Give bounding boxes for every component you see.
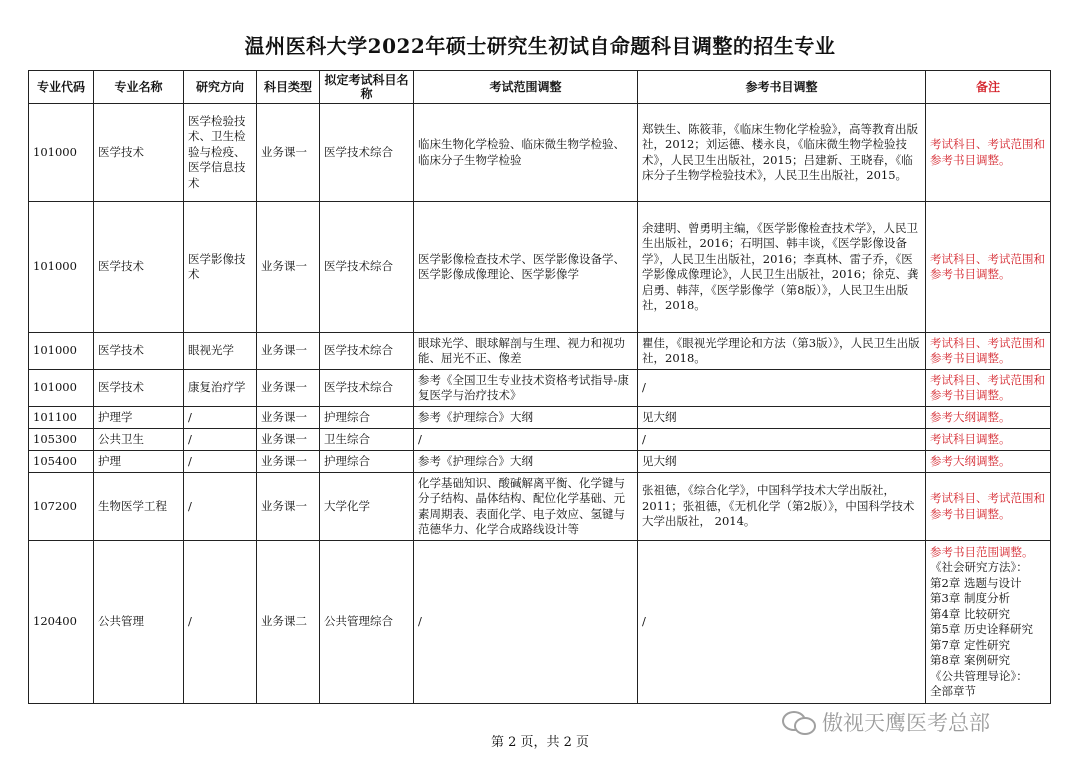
cell-name: 公共卫生 [94, 429, 184, 451]
cell-type: 业务课一 [257, 333, 320, 370]
cell-code: 101000 [29, 370, 94, 407]
cell-scope: 参考《护理综合》大纲 [414, 407, 638, 429]
cell-code: 101000 [29, 202, 94, 333]
cell-subject: 公共管理综合 [320, 541, 414, 704]
cell-direction: / [184, 407, 257, 429]
cell-books: / [638, 541, 926, 704]
header-books: 参考书目调整 [638, 71, 926, 104]
cell-remark: 考试科目、考试范围和参考书目调整。 [926, 370, 1051, 407]
cell-remark: 参考大纲调整。 [926, 451, 1051, 473]
cell-remark [926, 541, 1051, 704]
cell-type: 业务课一 [257, 202, 320, 333]
cell-books: 瞿佳，《眼视光学理论和方法（第3版）》，人民卫生出版社，2018。 [638, 333, 926, 370]
wechat-icon [782, 709, 816, 735]
cell-scope: 临床生物化学检验、临床微生物学检验、临床分子生物学检验 [414, 104, 638, 202]
cell-direction: 康复治疗学 [184, 370, 257, 407]
adjustment-table [28, 70, 1051, 704]
cell-scope: / [414, 541, 638, 704]
remark-line: 全部章节 [930, 684, 976, 698]
remark-line: 《社会研究方法》： [930, 560, 1028, 574]
cell-code: 105300 [29, 429, 94, 451]
cell-name: 医学技术 [94, 370, 184, 407]
cell-code: 101000 [29, 333, 94, 370]
remark-line: 《公共管理导论》： [930, 668, 1028, 683]
cell-name: 医学技术 [94, 333, 184, 370]
remark-red-line: 参考书目范围调整。 [930, 544, 1034, 559]
table-row [29, 370, 1051, 407]
cell-code: 101000 [29, 104, 94, 202]
cell-type: 业务课一 [257, 429, 320, 451]
table-row [29, 429, 1051, 451]
cell-name: 医学技术 [94, 104, 184, 202]
cell-code: 107200 [29, 473, 94, 541]
remark-line: 第5章 历史诠释研究 [930, 622, 1033, 636]
remark-line: 第7章 定性研究 [930, 637, 1010, 652]
cell-type: 业务课一 [257, 407, 320, 429]
cell-type: 业务课一 [257, 451, 320, 473]
cell-type: 业务课一 [257, 104, 320, 202]
cell-direction: / [184, 473, 257, 541]
remark-line: 第3章 制度分析 [930, 591, 1010, 605]
cell-scope: 参考《护理综合》大纲 [414, 451, 638, 473]
remark-line: 第4章 比较研究 [930, 606, 1010, 621]
cell-remark: 考试科目、考试范围和参考书目调整。 [926, 104, 1051, 202]
cell-code: 120400 [29, 541, 94, 704]
cell-type: 业务课一 [257, 370, 320, 407]
table-row [29, 202, 1051, 333]
cell-type: 业务课二 [257, 541, 320, 704]
document-title: 温州医科大学2022年硕士研究生初试自命题科目调整的招生专业 [244, 34, 836, 58]
header-row [29, 71, 1051, 104]
table-row [29, 451, 1051, 473]
cell-scope: / [414, 429, 638, 451]
header-name: 专业名称 [94, 71, 184, 104]
cell-books: / [638, 370, 926, 407]
cell-direction: / [184, 541, 257, 704]
cell-subject: 医学技术综合 [320, 202, 414, 333]
remark-line: 第8章 案例研究 [930, 653, 1010, 667]
table-row [29, 541, 1051, 704]
cell-remark: 考试科目、考试范围和参考书目调整。 [926, 202, 1051, 333]
table-row [29, 473, 1051, 541]
cell-name: 生物医学工程 [94, 473, 184, 541]
cell-remark: 考试科目、考试范围和参考书目调整。 [926, 333, 1051, 370]
cell-subject: 卫生综合 [320, 429, 414, 451]
cell-name: 护理学 [94, 407, 184, 429]
cell-books: 见大纲 [638, 451, 926, 473]
watermark [782, 707, 990, 737]
cell-subject: 医学技术综合 [320, 370, 414, 407]
cell-name: 医学技术 [94, 202, 184, 333]
header-subject: 拟定考试科目名称 [320, 71, 414, 104]
cell-books: / [638, 429, 926, 451]
cell-subject: 医学技术综合 [320, 333, 414, 370]
cell-scope: 参考《全国卫生专业技术资格考试指导-康复医学与治疗技术》 [414, 370, 638, 407]
page-footer: 第 2 页，共 2 页 [490, 735, 590, 750]
cell-remark: 考试科目调整。 [926, 429, 1051, 451]
cell-subject: 医学技术综合 [320, 104, 414, 202]
cell-code: 101100 [29, 407, 94, 429]
cell-scope: 医学影像检查技术学、医学影像设备学、医学影像成像理论、医学影像学 [414, 202, 638, 333]
cell-scope: 化学基础知识、酸碱解离平衡、化学键与分子结构、晶体结构、配位化学基础、元素周期表、表面化学、电子效应、氢键与范德华力、化学合成路线设计等 [414, 473, 638, 541]
cell-type: 业务课一 [257, 473, 320, 541]
cell-subject: 大学化学 [320, 473, 414, 541]
cell-direction: 医学影像技术 [184, 202, 257, 333]
cell-code: 105400 [29, 451, 94, 473]
header-code: 专业代码 [29, 71, 94, 104]
table-row [29, 407, 1051, 429]
header-scope: 考试范围调整 [414, 71, 638, 104]
cell-books: 郑铁生、陈筱菲，《临床生物化学检验》，高等教育出版社，2012；刘运德、楼永良，《临床微生物学检验技术》，人民卫生出版社，2015；吕建新、王晓春，《临床分子生物学检验技术》，人民卫生出版社，2015。 [638, 104, 926, 202]
cell-subject: 护理综合 [320, 407, 414, 429]
cell-name: 护理 [94, 451, 184, 473]
cell-direction: / [184, 451, 257, 473]
watermark-text: 傲视天鹰医考总部 [822, 711, 990, 735]
table-row [29, 333, 1051, 370]
cell-remark: 考试科目、考试范围和参考书目调整。 [926, 473, 1051, 541]
cell-subject: 护理综合 [320, 451, 414, 473]
cell-name: 公共管理 [94, 541, 184, 704]
header-type: 科目类型 [257, 71, 320, 104]
table-row [29, 104, 1051, 202]
cell-direction: / [184, 429, 257, 451]
cell-books: 见大纲 [638, 407, 926, 429]
cell-books: 张祖德，《综合化学》，中国科学技术大学出版社，2011；张祖德，《无机化学（第2版）》，中国科学技术大学出版社， 2014。 [638, 473, 926, 541]
cell-scope: 眼球光学、眼球解剖与生理、视力和视功能、屈光不正、像差 [414, 333, 638, 370]
cell-direction: 眼视光学 [184, 333, 257, 370]
header-remark: 备注 [926, 71, 1051, 104]
cell-books: 余建明、曾勇明主编，《医学影像检查技术学》，人民卫生出版社，2016；石明国、韩丰谈，《医学影像设备学》，人民卫生出版社，2016；李真林、雷子乔，《医学影像成像理论》，人民卫生出版社，2016；徐克、龚启勇、韩萍，《医学影像学（第8版）》，人民卫生出版社，2018。 [638, 202, 926, 333]
cell-direction: 医学检验技术、卫生检验与检疫、医学信息技术 [184, 104, 257, 202]
cell-remark: 参考大纲调整。 [926, 407, 1051, 429]
remark-line: 第2章 选题与设计 [930, 575, 1022, 590]
header-direction: 研究方向 [184, 71, 257, 104]
